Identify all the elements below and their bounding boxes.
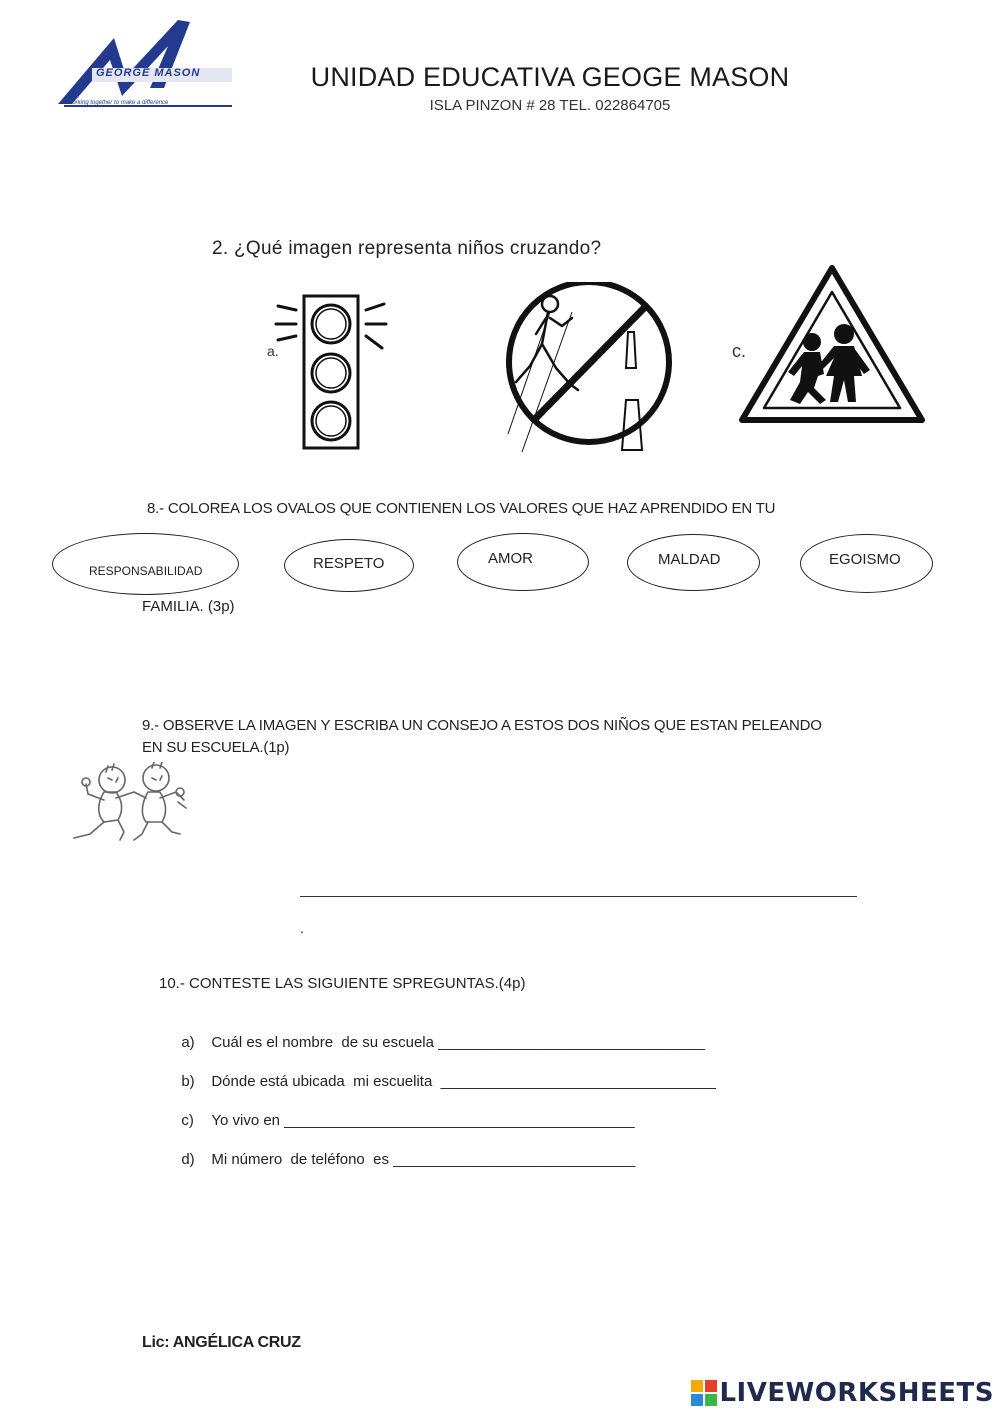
- question-8-prompt: 8.- COLOREA LOS OVALOS QUE CONTIENEN LOS VALORES QUE HAZ APRENDIDO EN TU: [147, 500, 776, 517]
- value-oval-egoismo[interactable]: [800, 534, 933, 593]
- value-label: AMOR: [488, 550, 533, 567]
- item-letter: a): [181, 1034, 195, 1051]
- item-text: Mi número de teléfono es _____________________________: [211, 1151, 636, 1168]
- school-address: ISLA PINZON # 28 TEL. 022864705: [429, 97, 671, 114]
- option-c-label: c.: [732, 341, 747, 361]
- question-2-prompt: 2. ¿Qué imagen representa niños cruzando?: [212, 238, 602, 259]
- question-10-item-a[interactable]: [173, 1017, 705, 1051]
- question-10-item-b[interactable]: [173, 1056, 716, 1090]
- question-9-line-2: EN SU ESCUELA.(1p): [142, 739, 290, 756]
- item-letter: b): [181, 1073, 195, 1090]
- option-a-label: a.: [267, 343, 279, 359]
- no-pedestrian-sign-icon[interactable]: [500, 282, 680, 454]
- brand-text: LIVEWORKSHEETS: [719, 1378, 994, 1408]
- item-letter: c): [181, 1112, 194, 1129]
- value-oval-respeto[interactable]: [284, 539, 414, 592]
- value-oval-maldad[interactable]: [627, 534, 760, 591]
- value-label: RESPETO: [313, 555, 385, 572]
- value-label: MALDAD: [658, 551, 721, 568]
- question-10-item-c[interactable]: [173, 1095, 635, 1129]
- value-oval-responsabilidad[interactable]: [52, 533, 239, 595]
- logo-text: GEORGE MASON: [96, 67, 201, 79]
- liveworksheets-logo-icon: [691, 1380, 717, 1406]
- item-text: Yo vivo en __________________________________________: [211, 1112, 635, 1129]
- fighting-children-illustration: [68, 762, 192, 844]
- question-9-line-1: 9.- OBSERVE LA IMAGEN Y ESCRIBA UN CONSEJO A ESTOS DOS NIÑOS QUE ESTAN PELEANDO: [142, 717, 822, 734]
- question-9-prompt: [142, 715, 822, 759]
- question-8-prompt-continued: FAMILIA. (3p): [142, 598, 235, 615]
- question-10-prompt: 10.- CONTESTE LAS SIGUIENTE SPREGUNTAS.(4p): [159, 975, 526, 992]
- school-name: UNIDAD EDUCATIVA GEOGE MASON: [310, 62, 790, 92]
- advice-answer-line[interactable]: [300, 896, 857, 897]
- value-label: RESPONSABILIDAD: [89, 564, 203, 578]
- logo-tagline: working together to make a difference: [68, 100, 169, 106]
- traffic-light-icon[interactable]: [272, 292, 390, 454]
- item-text: Cuál es el nombre de su escuela ________________________________: [211, 1034, 706, 1051]
- teacher-signature: Lic: ANGÉLICA CRUZ: [142, 1334, 301, 1351]
- liveworksheets-brand[interactable]: [691, 1377, 994, 1409]
- question-10-item-d[interactable]: [173, 1134, 635, 1168]
- children-crossing-sign-icon[interactable]: [738, 262, 926, 428]
- item-text: Dónde está ubicada mi escuelita _________________________________: [211, 1073, 716, 1090]
- value-label: EGOISMO: [829, 551, 901, 568]
- answer-dot: .: [300, 920, 304, 936]
- item-letter: d): [181, 1151, 195, 1168]
- value-oval-amor[interactable]: [457, 533, 589, 591]
